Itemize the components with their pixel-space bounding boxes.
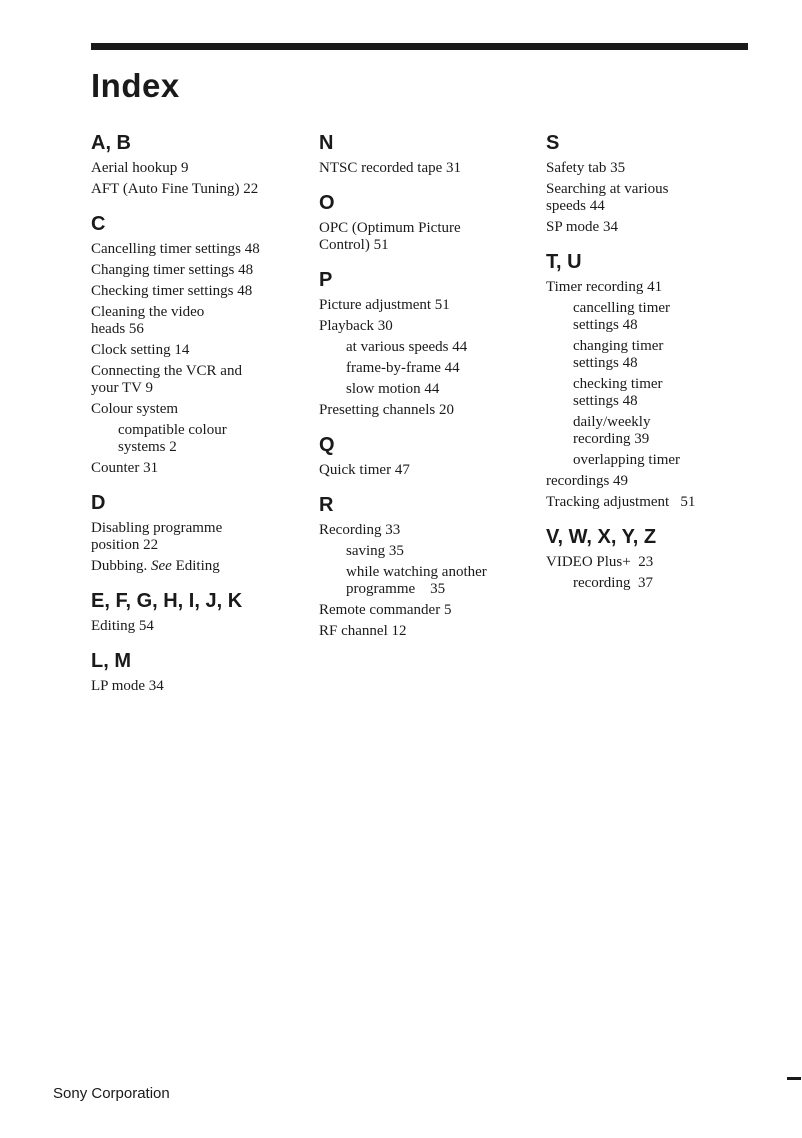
index-subentry: compatible colour systems 2	[118, 422, 227, 455]
index-subentry: changing timer settings 48	[573, 338, 664, 371]
index-entry: Disabling programme position 22	[91, 520, 223, 553]
index-entry: Editing 54	[91, 618, 154, 634]
section-letter-heading: V, W, X, Y, Z	[546, 526, 657, 548]
section-letter-heading: T, U	[546, 251, 582, 273]
index-section	[546, 249, 761, 511]
index-section	[546, 130, 761, 236]
index-subentry: while watching another programme 35	[346, 564, 487, 597]
page-title: Index	[91, 67, 180, 104]
see-reference: See	[151, 558, 172, 574]
section-letter-heading: P	[319, 269, 333, 291]
index-entry: Safety tab 35	[546, 160, 626, 176]
section-letter-heading: L, M	[91, 650, 131, 672]
index-entry: RF channel 12	[319, 623, 407, 639]
section-letter-heading: R	[319, 494, 334, 516]
index-section	[319, 492, 529, 640]
index-subentry: at various speeds 44	[346, 339, 468, 355]
index-subentry: overlapping timer	[573, 452, 681, 468]
index-column-3	[546, 130, 761, 605]
index-subentry: slow motion 44	[346, 381, 440, 397]
index-entry: Cancelling timer settings 48	[91, 241, 260, 257]
index-subentry: checking timer settings 48	[573, 376, 663, 409]
index-entry: Aerial hookup 9	[91, 160, 189, 176]
index-entry: OPC (Optimum Picture Control) 51	[319, 220, 461, 253]
index-entry: Changing timer settings 48	[91, 262, 254, 278]
index-column-2	[319, 130, 529, 653]
index-entry: VIDEO Plus+ 23	[546, 554, 654, 570]
section-letter-heading: S	[546, 132, 560, 154]
index-subentry: recording 37	[573, 575, 653, 591]
section-letter-heading: D	[91, 492, 106, 514]
index-section	[91, 211, 301, 477]
index-entry: Searching at various speeds 44	[546, 181, 669, 214]
section-letter-heading: O	[319, 192, 335, 214]
index-entry: Connecting the VCR and your TV 9	[91, 363, 242, 396]
index-section	[91, 648, 301, 695]
index-entry: LP mode 34	[91, 678, 164, 694]
index-section	[91, 490, 301, 575]
section-letter-heading: C	[91, 213, 106, 235]
section-letter-heading: A, B	[91, 132, 131, 154]
index-section	[91, 130, 301, 198]
index-section	[546, 524, 761, 592]
index-subentry: daily/weekly recording 39	[573, 414, 651, 447]
index-entry: Tracking adjustment 51	[546, 494, 696, 510]
index-entry: Checking timer settings 48	[91, 283, 253, 299]
index-subentry: cancelling timer settings 48	[573, 300, 671, 333]
footer-corporation: Sony Corporation	[53, 1085, 170, 1102]
entry-text: Dubbing.	[91, 558, 151, 574]
corner-mark	[787, 1077, 801, 1080]
index-section	[319, 267, 529, 419]
index-entry	[91, 558, 301, 575]
index-entry: Picture adjustment 51	[319, 297, 450, 313]
index-entry: Remote commander 5	[319, 602, 452, 618]
section-letter-heading: Q	[319, 434, 335, 456]
index-entry: recordings 49	[546, 473, 629, 489]
index-entry: AFT (Auto Fine Tuning) 22	[91, 181, 259, 197]
index-entry: Quick timer 47	[319, 462, 410, 478]
index-section	[319, 130, 529, 177]
index-entry: Timer recording 41	[546, 279, 663, 295]
index-entry: Colour system	[91, 401, 179, 417]
index-entry: Presetting channels 20	[319, 402, 454, 418]
top-rule	[91, 43, 748, 50]
index-entry: Cleaning the video heads 56	[91, 304, 205, 337]
index-entry: Clock setting 14	[91, 342, 190, 358]
section-letter-heading: N	[319, 132, 334, 154]
see-target: Editing	[171, 558, 220, 574]
index-section	[319, 190, 529, 254]
index-section	[319, 432, 529, 479]
index-entry: Playback 30	[319, 318, 393, 334]
index-entry: Recording 33	[319, 522, 401, 538]
index-section	[91, 588, 301, 635]
index-entry: SP mode 34	[546, 219, 618, 235]
index-entry: NTSC recorded tape 31	[319, 160, 462, 176]
index-entry: Counter 31	[91, 460, 159, 476]
index-subentry: saving 35	[346, 543, 404, 559]
section-letter-heading: E, F, G, H, I, J, K	[91, 590, 243, 612]
index-column-1	[91, 130, 301, 708]
index-subentry: frame-by-frame 44	[346, 360, 460, 376]
